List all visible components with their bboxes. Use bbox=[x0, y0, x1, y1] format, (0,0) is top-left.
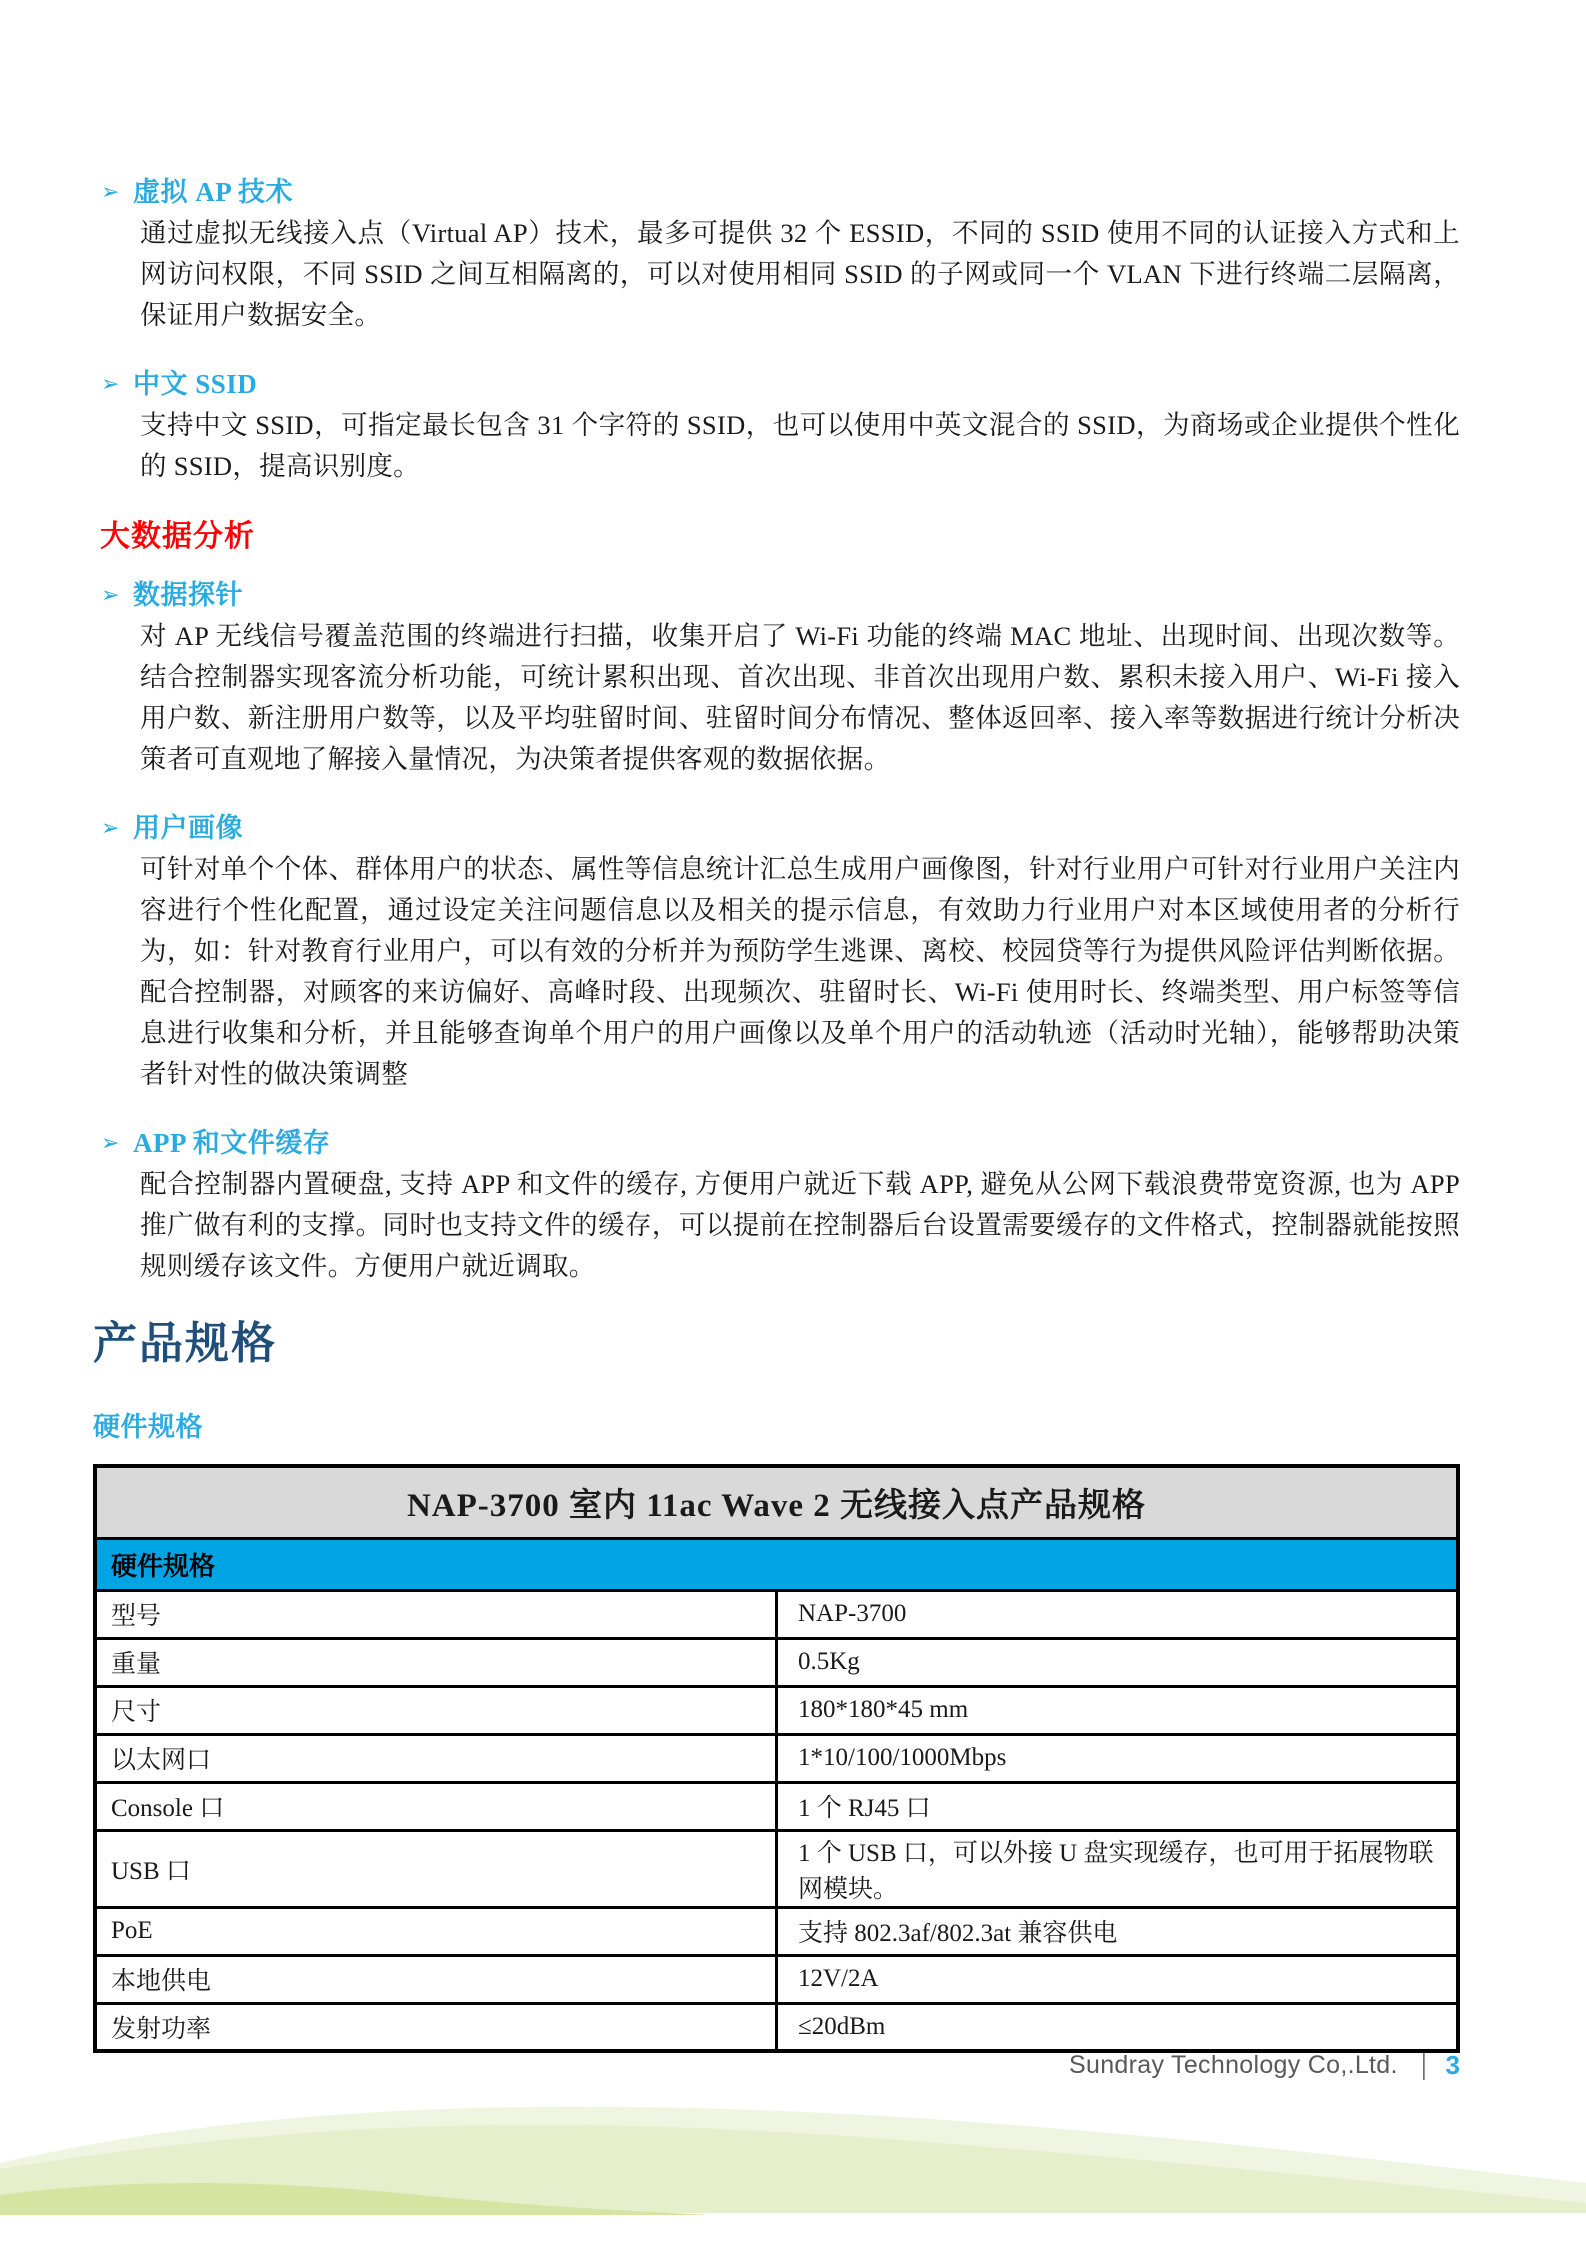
table-row bbox=[95, 1590, 1458, 1638]
feature-title-row bbox=[93, 172, 1460, 213]
section-heading-big-data: 大数据分析 bbox=[100, 520, 255, 553]
arrow-bullet-icon: ➢ bbox=[101, 180, 120, 205]
spec-label: 重量 bbox=[95, 1638, 777, 1686]
spec-table-section-header: 硬件规格 bbox=[95, 1538, 1458, 1590]
spec-label: 尺寸 bbox=[95, 1686, 777, 1734]
arrow-bullet-icon: ➢ bbox=[101, 583, 120, 608]
spec-label: 以太网口 bbox=[95, 1734, 777, 1782]
feature-body: 支持中文 SSID，可指定最长包含 31 个字符的 SSID，也可以使用中英文混合的 SSID，为商场或企业提供个性化的 SSID，提高识别度。 bbox=[140, 410, 1460, 481]
spec-label: PoE bbox=[95, 1907, 777, 1955]
decorative-wave-graphic bbox=[0, 2095, 1586, 2245]
footer-company-name: Sundray Technology Co,.Ltd. bbox=[1069, 2050, 1398, 2079]
spec-value: 180*180*45 mm bbox=[777, 1686, 1459, 1734]
feature-body: 通过虚拟无线接入点（Virtual AP）技术，最多可提供 32 个 ESSID，不同的 SSID 使用不同的认证接入方式和上网访问权限，不同 SSID 之间互相隔离的，可以对使用相同 SSID 的子网或同一个 VLAN 下进行终端二层隔离，保证用户数据安全。 bbox=[140, 218, 1460, 330]
feature-title-row bbox=[93, 575, 1460, 616]
table-row bbox=[95, 1830, 1458, 1907]
spec-value: 1*10/100/1000Mbps bbox=[777, 1734, 1459, 1782]
feature-section-data-probe bbox=[93, 575, 1460, 780]
page-number: 3 bbox=[1445, 2049, 1460, 2080]
spec-value: 1 个 USB 口，可以外接 U 盘实现缓存，也可用于拓展物联网模块。 bbox=[777, 1830, 1459, 1907]
feature-body: 可针对单个个体、群体用户的状态、属性等信息统计汇总生成用户画像图，针对行业用户可针对行业用户关注内容进行个性化配置，通过设定关注问题信息以及相关的提示信息，有效助力行业用户对本区域使用者的分析行为，如：针对教育行业用户，可以有效的分析并为预防学生逃课、离校、校园贷等行为提供风险评估判断依据。配合控制器，对顾客的来访偏好、高峰时段、出现频次、驻留时长、Wi-Fi 使用时长、终端类型、用户标签等信息进行收集和分析，并且能够查询单个用户的用户画像以及单个用户的活动轨迹（活动时光轴），能够帮助决策者针对性的做决策调整 bbox=[140, 854, 1460, 1089]
spec-label: 发射功率 bbox=[95, 2003, 777, 2051]
spec-label: Console 口 bbox=[95, 1782, 777, 1830]
spec-table-header-row bbox=[95, 1538, 1458, 1590]
spec-value: NAP-3700 bbox=[777, 1590, 1459, 1638]
feature-section-app-cache bbox=[93, 1123, 1460, 1287]
feature-title: 中文 SSID bbox=[133, 369, 258, 399]
arrow-bullet-icon: ➢ bbox=[101, 1131, 120, 1156]
arrow-bullet-icon: ➢ bbox=[101, 816, 120, 841]
page-footer bbox=[1069, 2045, 1460, 2085]
feature-title-row bbox=[93, 1123, 1460, 1164]
section-heading-product-spec: 产品规格 bbox=[93, 1319, 277, 1368]
table-row bbox=[95, 1782, 1458, 1830]
hardware-spec-table bbox=[93, 1464, 1460, 2053]
spec-label: 本地供电 bbox=[95, 1955, 777, 2003]
feature-title: 数据探针 bbox=[133, 580, 243, 610]
spec-table-title-row bbox=[95, 1466, 1458, 1538]
feature-body: 对 AP 无线信号覆盖范围的终端进行扫描，收集开启了 Wi-Fi 功能的终端 MAC 地址、出现时间、出现次数等。结合控制器实现客流分析功能，可统计累积出现、首次出现、非首次出现用户数、累积未接入用户、Wi-Fi 接入用户数、新注册用户数等，以及平均驻留时间、驻留时间分布情况、整体返回率、接入率等数据进行统计分析决策者可直观地了解接入量情况，为决策者提供客观的数据依据。 bbox=[140, 621, 1460, 774]
feature-title-row bbox=[93, 364, 1460, 405]
spec-label: 型号 bbox=[95, 1590, 777, 1638]
spec-value: 支持 802.3af/802.3at 兼容供电 bbox=[777, 1907, 1459, 1955]
subsection-heading-hardware-spec: 硬件规格 bbox=[93, 1412, 203, 1442]
feature-section-user-portrait bbox=[93, 808, 1460, 1095]
spec-value: ≤20dBm bbox=[777, 2003, 1459, 2051]
table-row bbox=[95, 2003, 1458, 2051]
table-row bbox=[95, 1686, 1458, 1734]
feature-title: 虚拟 AP 技术 bbox=[133, 177, 294, 207]
spec-label: USB 口 bbox=[95, 1830, 777, 1907]
page-content bbox=[93, 0, 1460, 2053]
spec-value: 1 个 RJ45 口 bbox=[777, 1782, 1459, 1830]
spec-value: 12V/2A bbox=[777, 1955, 1459, 2003]
feature-section-chinese-ssid bbox=[93, 364, 1460, 487]
arrow-bullet-icon: ➢ bbox=[101, 372, 120, 397]
feature-title: 用户画像 bbox=[133, 813, 243, 843]
table-row bbox=[95, 1907, 1458, 1955]
table-row bbox=[95, 1734, 1458, 1782]
spec-table-title: NAP-3700 室内 11ac Wave 2 无线接入点产品规格 bbox=[95, 1466, 1458, 1538]
feature-title-row bbox=[93, 808, 1460, 849]
feature-title: APP 和文件缓存 bbox=[133, 1128, 331, 1158]
feature-body: 配合控制器内置硬盘, 支持 APP 和文件的缓存, 方便用户就近下载 APP, 避免从公网下载浪费带宽资源, 也为 APP 推广做有利的支撑。同时也支持文件的缓存，可以提前在控制器后台设置需要缓存的文件格式，控制器就能按照规则缓存该文件。方便用户就近调取。 bbox=[140, 1169, 1460, 1281]
table-row bbox=[95, 1638, 1458, 1686]
spec-value: 0.5Kg bbox=[777, 1638, 1459, 1686]
footer-divider: | bbox=[1421, 2048, 1426, 2081]
table-row bbox=[95, 1955, 1458, 2003]
feature-section-virtual-ap bbox=[93, 172, 1460, 336]
